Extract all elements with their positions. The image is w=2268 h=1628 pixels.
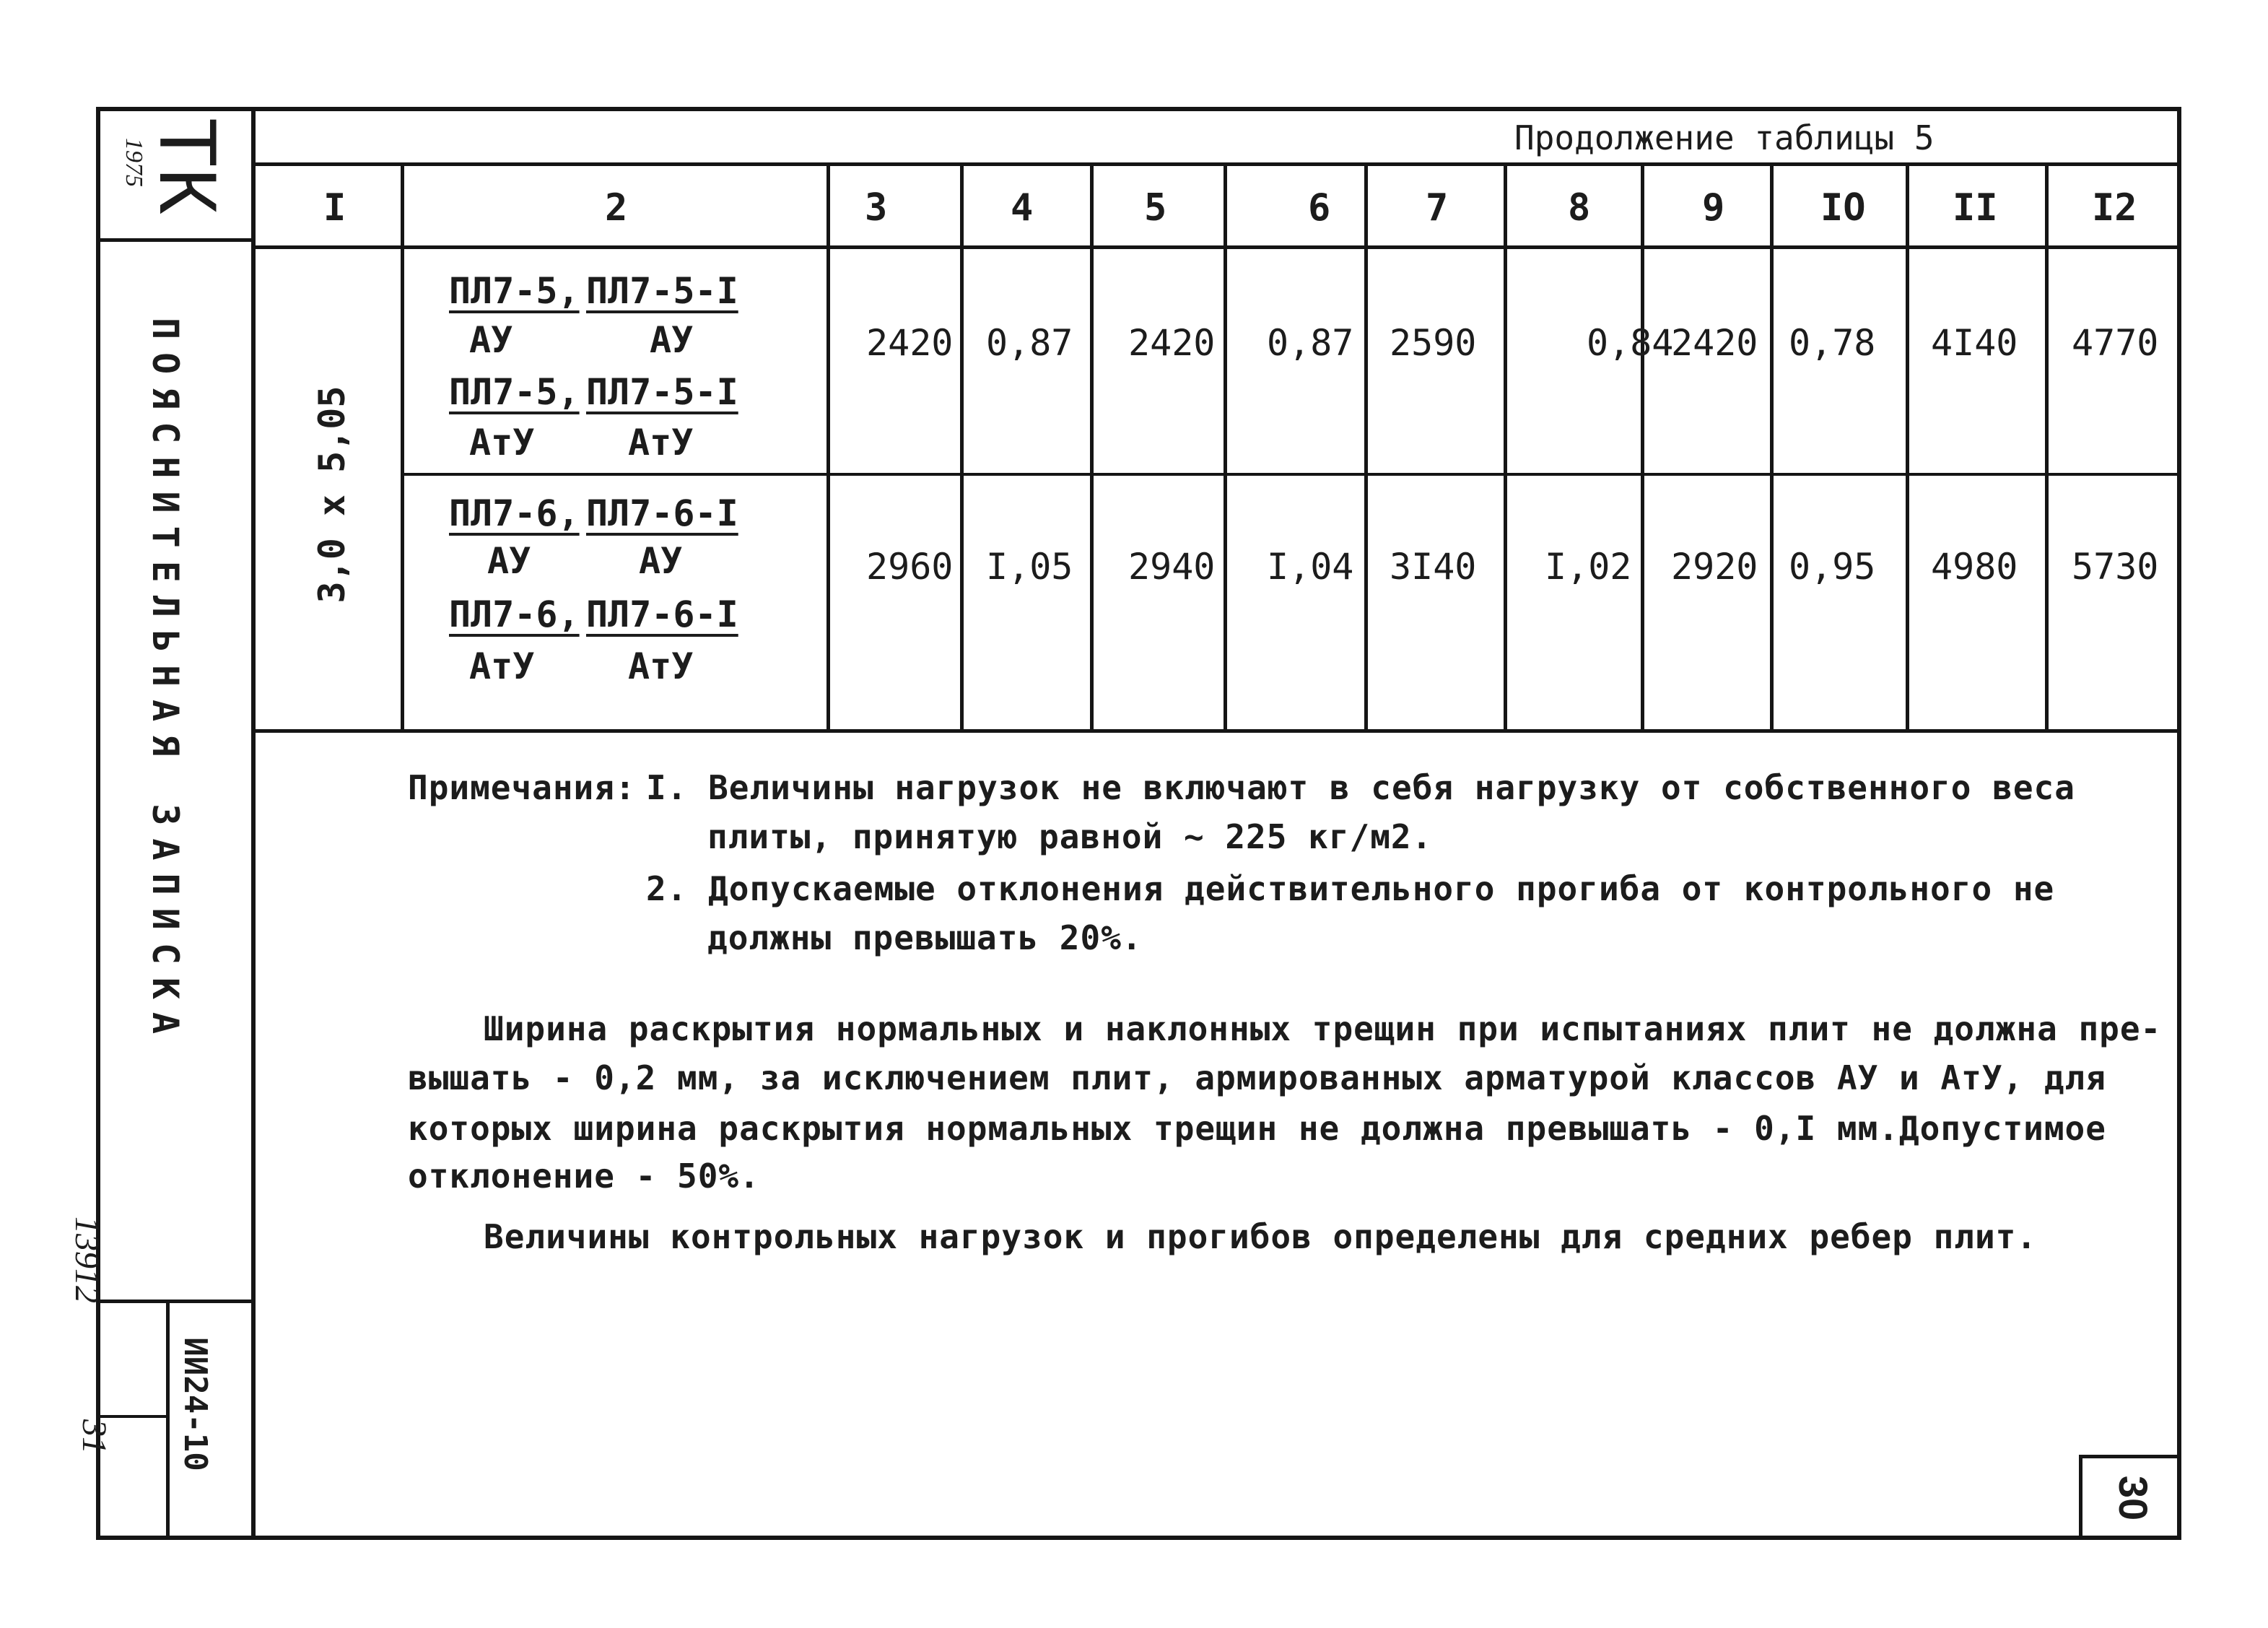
inventory-number: 13912	[68, 1216, 106, 1303]
rebar-class: АУ	[487, 540, 531, 582]
value-col10: 0,78	[1789, 322, 1876, 364]
value-col4: 0,87	[986, 322, 1073, 364]
col-header-3: 3	[865, 186, 888, 230]
series-code: ТК	[143, 118, 233, 214]
slab-mark: ПЛ7-6,	[449, 492, 580, 534]
slab-mark: ПЛ7-5-I	[586, 371, 738, 413]
slab-mark: ПЛ7-5,	[449, 270, 580, 312]
value-col12: 4770	[2072, 322, 2159, 364]
value-col11: 4I40	[1931, 322, 2018, 364]
value-col11: 4980	[1931, 546, 2018, 588]
col-header-12: I2	[2092, 186, 2137, 230]
paragraph-1-line-3: которых ширина раскрытия нормальных трещин не должна превышать - 0,I мм.Допустимое	[408, 1109, 2106, 1148]
rebar-class: АтУ	[628, 645, 694, 687]
slab-mark: ПЛ7-6-I	[586, 593, 738, 635]
value-col8: I,02	[1545, 546, 1632, 588]
value-col6: I,04	[1267, 546, 1354, 588]
value-col10: 0,95	[1789, 546, 1876, 588]
value-col9: 2920	[1671, 546, 1758, 588]
value-col7: 3I40	[1390, 546, 1477, 588]
paragraph-2: Величины контрольных нагрузок и прогибов определены для средних ребер плит.	[484, 1217, 2038, 1256]
value-col12: 5730	[2072, 546, 2159, 588]
col-header-9: 9	[1702, 186, 1725, 230]
slab-mark: ПЛ7-5-I	[586, 270, 738, 312]
slab-mark: ПЛ7-6-I	[586, 492, 738, 534]
value-col3: 2960	[866, 546, 954, 588]
year-label: 1975	[121, 138, 147, 187]
col-header-5: 5	[1144, 186, 1167, 230]
value-col4: I,05	[986, 546, 1073, 588]
paragraph-1-line-1: Ширина раскрытия нормальных и наклонных трещин при испытаниях плит не должна пре-	[484, 1009, 2162, 1048]
span-label: 3,0 x 5,05	[311, 386, 353, 604]
col-header-6: 6	[1308, 186, 1331, 230]
slab-mark: ПЛ7-6,	[449, 593, 580, 635]
sheet-number: 31	[75, 1419, 113, 1454]
col-header-7: 7	[1426, 186, 1449, 230]
page-number: 30	[2111, 1475, 2156, 1521]
doc-code: ИИ24-10	[177, 1337, 214, 1471]
value-col8: 0,84	[1587, 322, 1674, 364]
paragraph-1-line-4: отклонение - 50%.	[408, 1157, 760, 1196]
value-col3: 2420	[866, 322, 954, 364]
rebar-class: АтУ	[628, 422, 694, 463]
value-col9: 2420	[1671, 322, 1758, 364]
note-2-line-1: 2. Допускаемые отклонения действительного прогиба от контрольного не	[646, 869, 2055, 908]
value-col5: 2420	[1128, 322, 1216, 364]
section-title: ПОЯСНИТЕЛЬНАЯ ЗАПИСКА	[144, 318, 186, 1048]
value-col6: 0,87	[1267, 322, 1354, 364]
rebar-class: АтУ	[469, 645, 535, 687]
col-header-4: 4	[1011, 186, 1034, 230]
notes-label: Примечания:	[408, 768, 636, 807]
note-1-line-1: I. Величины нагрузок не включают в себя нагрузку от собственного веса	[646, 768, 2075, 807]
rebar-class: АУ	[639, 540, 683, 582]
value-col7: 2590	[1390, 322, 1477, 364]
rebar-class: АУ	[469, 319, 513, 361]
note-2-line-2: должны превышать 20%.	[707, 918, 1143, 957]
col-header-11: II	[1953, 186, 1998, 230]
note-1-line-2: плиты, принятую равной ~ 225 кг/м2.	[707, 817, 1433, 856]
col-header-2: 2	[605, 186, 628, 230]
col-header-1: I	[323, 186, 346, 230]
rebar-class: АУ	[650, 319, 694, 361]
table-caption: Продолжение таблицы 5	[1514, 118, 1935, 157]
paragraph-1-line-2: вышать - 0,2 мм, за исключением плит, армированных арматурой классов АУ и АтУ, для	[408, 1058, 2106, 1097]
slab-mark: ПЛ7-5,	[449, 371, 580, 413]
rebar-class: АтУ	[469, 422, 535, 463]
col-header-8: 8	[1568, 186, 1591, 230]
col-header-10: IO	[1820, 186, 1866, 230]
value-col5: 2940	[1128, 546, 1216, 588]
